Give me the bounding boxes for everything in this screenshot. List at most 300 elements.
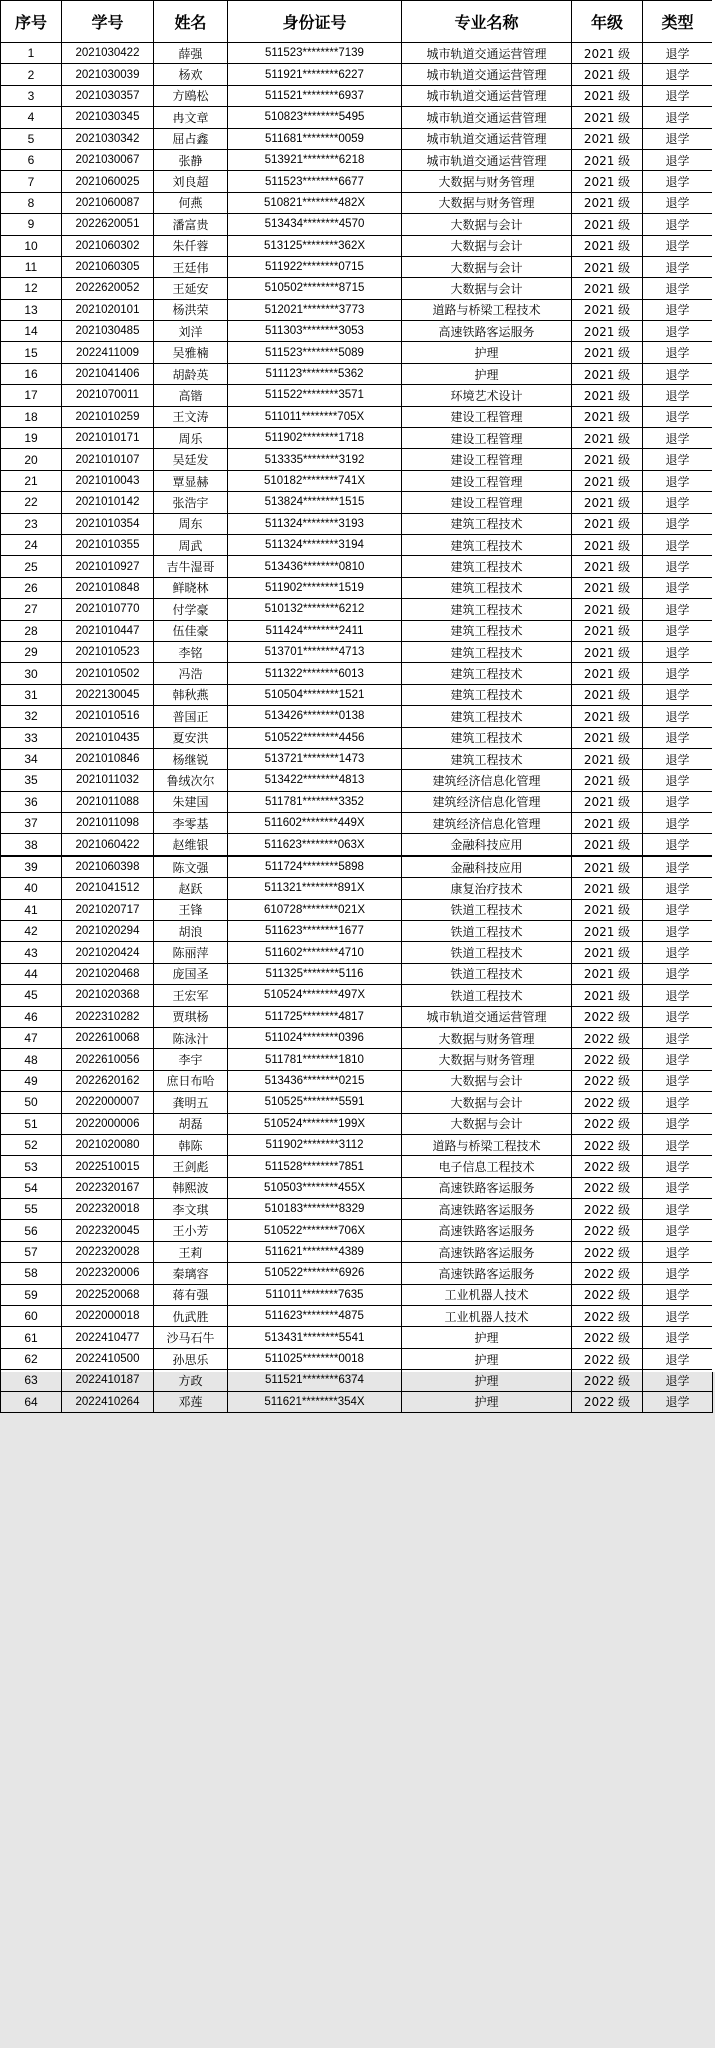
cell-major: 护理	[402, 1391, 572, 1412]
table-row	[1, 1306, 713, 1327]
cell-id-number: 510524********497X	[228, 985, 402, 1006]
cell-major: 电子信息工程技术	[402, 1156, 572, 1177]
cell-student-id: 2022000006	[62, 1113, 154, 1134]
cell-name: 蒋有强	[154, 1284, 228, 1305]
table-row	[1, 149, 713, 170]
cell-major: 护理	[402, 1327, 572, 1348]
cell-student-id: 2021020468	[62, 963, 154, 984]
table-row	[1, 470, 713, 491]
cell-grade: 2021 级	[572, 534, 643, 555]
cell-grade: 2021 级	[572, 278, 643, 299]
table-row	[1, 1241, 713, 1262]
cell-student-id: 2021010435	[62, 727, 154, 748]
cell-student-id: 2021020294	[62, 921, 154, 942]
cell-type: 退学	[643, 1220, 713, 1241]
cell-major: 金融科技应用	[402, 834, 572, 856]
cell-grade: 2021 级	[572, 813, 643, 834]
cell-major: 建设工程管理	[402, 470, 572, 491]
cell-id-number: 511681********0059	[228, 128, 402, 149]
cell-seq: 27	[1, 599, 62, 620]
cell-id-number: 513335********3192	[228, 449, 402, 470]
cell-seq: 13	[1, 299, 62, 320]
cell-id-number: 513125********362X	[228, 235, 402, 256]
table-row	[1, 577, 713, 598]
cell-id-number: 511324********3194	[228, 534, 402, 555]
table-row	[1, 406, 713, 427]
cell-major: 护理	[402, 342, 572, 363]
cell-seq: 1	[1, 43, 62, 64]
cell-student-id: 2021010927	[62, 556, 154, 577]
cell-id-number: 513434********4570	[228, 214, 402, 235]
cell-grade: 2021 级	[572, 428, 643, 449]
table-row	[1, 1220, 713, 1241]
cell-type: 退学	[643, 620, 713, 641]
cell-name: 孙思乐	[154, 1348, 228, 1369]
cell-grade: 2021 级	[572, 299, 643, 320]
cell-type: 退学	[643, 921, 713, 942]
cell-student-id: 2021010142	[62, 492, 154, 513]
cell-name: 王锋	[154, 899, 228, 920]
table-row	[1, 1006, 713, 1027]
cell-type: 退学	[643, 299, 713, 320]
cell-student-id: 2021020717	[62, 899, 154, 920]
cell-grade: 2021 级	[572, 214, 643, 235]
cell-id-number: 511781********1810	[228, 1049, 402, 1070]
cell-student-id: 2022620051	[62, 214, 154, 235]
cell-seq: 43	[1, 942, 62, 963]
cell-seq: 2	[1, 64, 62, 85]
cell-grade: 2021 级	[572, 834, 643, 856]
cell-grade: 2021 级	[572, 856, 643, 878]
cell-id-number: 511623********1677	[228, 921, 402, 942]
cell-major: 高速铁路客运服务	[402, 1177, 572, 1198]
cell-student-id: 2021010447	[62, 620, 154, 641]
cell-type: 退学	[643, 878, 713, 899]
cell-seq: 25	[1, 556, 62, 577]
cell-major: 建筑经济信息化管理	[402, 770, 572, 791]
cell-type: 退学	[643, 428, 713, 449]
cell-major: 护理	[402, 363, 572, 384]
cell-seq: 35	[1, 770, 62, 791]
cell-name: 刘良超	[154, 171, 228, 192]
cell-grade: 2021 级	[572, 556, 643, 577]
cell-major: 城市轨道交通运营管理	[402, 64, 572, 85]
cell-seq: 20	[1, 449, 62, 470]
table-row	[1, 385, 713, 406]
cell-major: 大数据与会计	[402, 1113, 572, 1134]
cell-grade: 2021 级	[572, 235, 643, 256]
table-row	[1, 513, 713, 534]
cell-id-number: 513721********1473	[228, 748, 402, 769]
cell-name: 张静	[154, 149, 228, 170]
cell-grade: 2022 级	[572, 1220, 643, 1241]
cell-grade: 2021 级	[572, 878, 643, 899]
cell-type: 退学	[643, 1177, 713, 1198]
cell-student-id: 2021020080	[62, 1134, 154, 1155]
cell-major: 建筑工程技术	[402, 513, 572, 534]
cell-name: 付学豪	[154, 599, 228, 620]
cell-name: 杨欢	[154, 64, 228, 85]
cell-seq: 38	[1, 834, 62, 856]
cell-type: 退学	[643, 1027, 713, 1048]
cell-grade: 2022 级	[572, 1113, 643, 1134]
cell-type: 退学	[643, 963, 713, 984]
cell-student-id: 2021020424	[62, 942, 154, 963]
cell-major: 护理	[402, 1348, 572, 1369]
cell-id-number: 511724********5898	[228, 856, 402, 878]
cell-type: 退学	[643, 1113, 713, 1134]
table-row	[1, 43, 713, 64]
table-row	[1, 599, 713, 620]
cell-major: 建筑工程技术	[402, 663, 572, 684]
table-row	[1, 235, 713, 256]
header-major: 专业名称	[402, 1, 572, 43]
cell-grade: 2022 级	[572, 1391, 643, 1412]
cell-grade: 2021 级	[572, 492, 643, 513]
cell-id-number: 510524********199X	[228, 1113, 402, 1134]
cell-name: 秦璃容	[154, 1263, 228, 1284]
cell-name: 方政	[154, 1370, 228, 1391]
cell-seq: 58	[1, 1263, 62, 1284]
cell-student-id: 2021060398	[62, 856, 154, 878]
cell-seq: 52	[1, 1134, 62, 1155]
table-row	[1, 128, 713, 149]
cell-student-id: 2021010354	[62, 513, 154, 534]
table-row	[1, 641, 713, 662]
cell-major: 大数据与财务管理	[402, 171, 572, 192]
cell-id-number: 511322********6013	[228, 663, 402, 684]
cell-name: 龚明五	[154, 1092, 228, 1113]
cell-type: 退学	[643, 856, 713, 878]
cell-name: 周武	[154, 534, 228, 555]
cell-major: 高速铁路客运服务	[402, 321, 572, 342]
cell-id-number: 510182********741X	[228, 470, 402, 491]
table-row	[1, 706, 713, 727]
cell-student-id: 2022320028	[62, 1241, 154, 1262]
cell-name: 伍佳豪	[154, 620, 228, 641]
cell-seq: 32	[1, 706, 62, 727]
cell-type: 退学	[643, 470, 713, 491]
cell-student-id: 2022410500	[62, 1348, 154, 1369]
cell-grade: 2021 级	[572, 43, 643, 64]
cell-student-id: 2022411009	[62, 342, 154, 363]
cell-major: 城市轨道交通运营管理	[402, 1006, 572, 1027]
cell-seq: 10	[1, 235, 62, 256]
cell-major: 城市轨道交通运营管理	[402, 43, 572, 64]
cell-grade: 2022 级	[572, 1049, 643, 1070]
cell-id-number: 510522********4456	[228, 727, 402, 748]
cell-major: 建筑工程技术	[402, 577, 572, 598]
table-row	[1, 107, 713, 128]
cell-id-number: 511303********3053	[228, 321, 402, 342]
cell-type: 退学	[643, 342, 713, 363]
cell-id-number: 511011********705X	[228, 406, 402, 427]
table-row	[1, 727, 713, 748]
cell-seq: 31	[1, 684, 62, 705]
cell-id-number: 510522********706X	[228, 1220, 402, 1241]
cell-grade: 2022 级	[572, 1006, 643, 1027]
cell-name: 胡磊	[154, 1113, 228, 1134]
table-row	[1, 813, 713, 834]
table-row	[1, 1113, 713, 1134]
cell-type: 退学	[643, 577, 713, 598]
cell-major: 铁道工程技术	[402, 921, 572, 942]
cell-name: 王莉	[154, 1241, 228, 1262]
cell-id-number: 511024********0396	[228, 1027, 402, 1048]
cell-name: 李铭	[154, 641, 228, 662]
table-row	[1, 620, 713, 641]
cell-id-number: 511528********7851	[228, 1156, 402, 1177]
cell-type: 退学	[643, 748, 713, 769]
cell-grade: 2022 级	[572, 1134, 643, 1155]
cell-major: 环境艺术设计	[402, 385, 572, 406]
cell-seq: 24	[1, 534, 62, 555]
header-type: 类型	[643, 1, 713, 43]
cell-grade: 2022 级	[572, 1241, 643, 1262]
cell-id-number: 511321********891X	[228, 878, 402, 899]
cell-name: 王延安	[154, 278, 228, 299]
cell-seq: 39	[1, 856, 62, 878]
cell-id-number: 510821********482X	[228, 192, 402, 213]
cell-student-id: 2022510015	[62, 1156, 154, 1177]
cell-grade: 2021 级	[572, 470, 643, 491]
table-row	[1, 278, 713, 299]
cell-seq: 55	[1, 1199, 62, 1220]
cell-major: 建筑工程技术	[402, 534, 572, 555]
table-row	[1, 1199, 713, 1220]
cell-student-id: 2021041406	[62, 363, 154, 384]
cell-id-number: 510132********6212	[228, 599, 402, 620]
cell-student-id: 2022410477	[62, 1327, 154, 1348]
cell-seq: 4	[1, 107, 62, 128]
cell-name: 王廷伟	[154, 256, 228, 277]
cell-grade: 2022 级	[572, 1306, 643, 1327]
table-row	[1, 1177, 713, 1198]
cell-seq: 6	[1, 149, 62, 170]
cell-major: 建筑工程技术	[402, 641, 572, 662]
cell-id-number: 511521********6937	[228, 85, 402, 106]
table-row	[1, 1049, 713, 1070]
cell-student-id: 2022520068	[62, 1284, 154, 1305]
cell-student-id: 2022620162	[62, 1070, 154, 1091]
table-body	[1, 43, 713, 1413]
cell-major: 建筑经济信息化管理	[402, 791, 572, 812]
cell-id-number: 511325********5116	[228, 963, 402, 984]
cell-seq: 57	[1, 1241, 62, 1262]
cell-name: 鲜晓林	[154, 577, 228, 598]
cell-seq: 53	[1, 1156, 62, 1177]
cell-id-number: 513426********0138	[228, 706, 402, 727]
cell-type: 退学	[643, 321, 713, 342]
cell-type: 退学	[643, 556, 713, 577]
table-row	[1, 363, 713, 384]
cell-major: 建设工程管理	[402, 428, 572, 449]
cell-id-number: 510823********5495	[228, 107, 402, 128]
cell-name: 李零基	[154, 813, 228, 834]
cell-seq: 48	[1, 1049, 62, 1070]
cell-major: 建筑工程技术	[402, 684, 572, 705]
cell-id-number: 510502********8715	[228, 278, 402, 299]
cell-type: 退学	[643, 599, 713, 620]
cell-seq: 22	[1, 492, 62, 513]
table-row	[1, 663, 713, 684]
cell-major: 大数据与会计	[402, 278, 572, 299]
header-seq: 序号	[1, 1, 62, 43]
cell-student-id: 2021010043	[62, 470, 154, 491]
cell-grade: 2022 级	[572, 1370, 643, 1391]
cell-seq: 26	[1, 577, 62, 598]
cell-major: 高速铁路客运服务	[402, 1220, 572, 1241]
cell-id-number: 513422********4813	[228, 770, 402, 791]
cell-name: 周东	[154, 513, 228, 534]
cell-id-number: 511623********063X	[228, 834, 402, 856]
cell-type: 退学	[643, 791, 713, 812]
cell-type: 退学	[643, 641, 713, 662]
cell-name: 韩秋燕	[154, 684, 228, 705]
cell-name: 贾琪杨	[154, 1006, 228, 1027]
cell-grade: 2021 级	[572, 363, 643, 384]
cell-grade: 2021 级	[572, 171, 643, 192]
table-row	[1, 1263, 713, 1284]
cell-id-number: 512021********3773	[228, 299, 402, 320]
cell-grade: 2022 级	[572, 1156, 643, 1177]
table-row	[1, 1134, 713, 1155]
cell-seq: 19	[1, 428, 62, 449]
cell-type: 退学	[643, 256, 713, 277]
table-row	[1, 985, 713, 1006]
cell-major: 铁道工程技术	[402, 899, 572, 920]
cell-id-number: 511621********354X	[228, 1391, 402, 1412]
table-row	[1, 1156, 713, 1177]
table-row	[1, 748, 713, 769]
cell-id-number: 511623********4875	[228, 1306, 402, 1327]
cell-grade: 2021 级	[572, 963, 643, 984]
cell-name: 吴廷发	[154, 449, 228, 470]
cell-major: 大数据与会计	[402, 1070, 572, 1091]
cell-seq: 18	[1, 406, 62, 427]
cell-student-id: 2021060305	[62, 256, 154, 277]
cell-major: 道路与桥梁工程技术	[402, 1134, 572, 1155]
cell-id-number: 511324********3193	[228, 513, 402, 534]
cell-type: 退学	[643, 1391, 713, 1412]
cell-major: 大数据与财务管理	[402, 1049, 572, 1070]
cell-student-id: 2021041512	[62, 878, 154, 899]
cell-id-number: 510183********8329	[228, 1199, 402, 1220]
cell-grade: 2021 级	[572, 256, 643, 277]
cell-id-number: 511902********1519	[228, 577, 402, 598]
cell-name: 杨洪荣	[154, 299, 228, 320]
cell-major: 金融科技应用	[402, 856, 572, 878]
cell-grade: 2021 级	[572, 620, 643, 641]
table-row	[1, 1284, 713, 1305]
cell-major: 建筑工程技术	[402, 620, 572, 641]
table-header-row	[1, 1, 713, 43]
cell-name: 胡浪	[154, 921, 228, 942]
cell-id-number: 511781********3352	[228, 791, 402, 812]
cell-student-id: 2021010770	[62, 599, 154, 620]
cell-type: 退学	[643, 1070, 713, 1091]
cell-student-id: 2021010107	[62, 449, 154, 470]
cell-type: 退学	[643, 513, 713, 534]
cell-student-id: 2021011088	[62, 791, 154, 812]
cell-seq: 45	[1, 985, 62, 1006]
cell-student-id: 2022130045	[62, 684, 154, 705]
cell-seq: 34	[1, 748, 62, 769]
cell-seq: 16	[1, 363, 62, 384]
cell-type: 退学	[643, 770, 713, 791]
cell-seq: 41	[1, 899, 62, 920]
cell-student-id: 2022410264	[62, 1391, 154, 1412]
cell-student-id: 2022320018	[62, 1199, 154, 1220]
cell-id-number: 511922********0715	[228, 256, 402, 277]
cell-major: 城市轨道交通运营管理	[402, 128, 572, 149]
cell-major: 城市轨道交通运营管理	[402, 107, 572, 128]
cell-seq: 40	[1, 878, 62, 899]
cell-major: 高速铁路客运服务	[402, 1263, 572, 1284]
cell-major: 工业机器人技术	[402, 1284, 572, 1305]
table-row	[1, 791, 713, 812]
cell-grade: 2022 级	[572, 1284, 643, 1305]
cell-seq: 64	[1, 1391, 62, 1412]
cell-name: 朱建国	[154, 791, 228, 812]
cell-name: 普国正	[154, 706, 228, 727]
table-row	[1, 192, 713, 213]
cell-grade: 2021 级	[572, 107, 643, 128]
cell-id-number: 511523********7139	[228, 43, 402, 64]
cell-seq: 9	[1, 214, 62, 235]
cell-student-id: 2021010259	[62, 406, 154, 427]
cell-student-id: 2021010848	[62, 577, 154, 598]
cell-grade: 2021 级	[572, 899, 643, 920]
table-row	[1, 214, 713, 235]
cell-seq: 8	[1, 192, 62, 213]
cell-grade: 2021 级	[572, 727, 643, 748]
cell-name: 覃显赫	[154, 470, 228, 491]
cell-seq: 11	[1, 256, 62, 277]
cell-grade: 2022 级	[572, 1092, 643, 1113]
cell-id-number: 510525********5591	[228, 1092, 402, 1113]
table-row	[1, 299, 713, 320]
cell-name: 方鴎松	[154, 85, 228, 106]
cell-student-id: 2021010846	[62, 748, 154, 769]
cell-name: 何燕	[154, 192, 228, 213]
cell-student-id: 2021020368	[62, 985, 154, 1006]
table-row	[1, 1027, 713, 1048]
cell-name: 潘富贵	[154, 214, 228, 235]
cell-major: 大数据与会计	[402, 256, 572, 277]
cell-name: 赵维银	[154, 834, 228, 856]
cell-type: 退学	[643, 1092, 713, 1113]
cell-type: 退学	[643, 192, 713, 213]
header-grade: 年级	[572, 1, 643, 43]
cell-seq: 42	[1, 921, 62, 942]
cell-name: 陈泳汁	[154, 1027, 228, 1048]
cell-seq: 50	[1, 1092, 62, 1113]
cell-student-id: 2021010523	[62, 641, 154, 662]
cell-id-number: 511025********0018	[228, 1348, 402, 1369]
cell-grade: 2021 级	[572, 985, 643, 1006]
cell-grade: 2022 级	[572, 1348, 643, 1369]
cell-student-id: 2021060422	[62, 834, 154, 856]
cell-grade: 2021 级	[572, 684, 643, 705]
cell-grade: 2021 级	[572, 599, 643, 620]
table-row	[1, 1092, 713, 1113]
cell-name: 冉文章	[154, 107, 228, 128]
table-row	[1, 449, 713, 470]
table-row	[1, 64, 713, 85]
cell-type: 退学	[643, 985, 713, 1006]
cell-seq: 59	[1, 1284, 62, 1305]
